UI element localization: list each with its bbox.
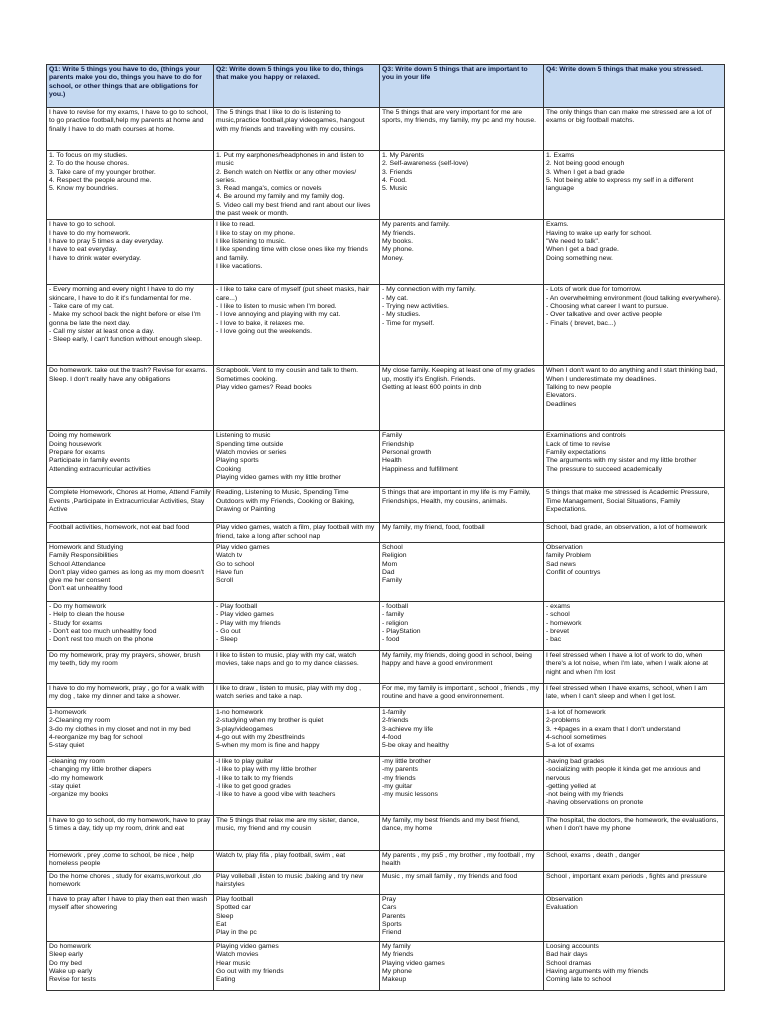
header-q1: Q1: Write 5 things you have to do, (things your parents make you do, things you have to do for school, or other things that are obligations for you.) xyxy=(47,65,214,108)
answer-cell-q4: School, exams , death , danger xyxy=(544,850,725,871)
answer-cell-q3: Pray Cars Parents Sports Friend xyxy=(380,894,544,941)
table-row xyxy=(47,366,725,431)
answer-cell-q2: 1-no homework 2-studying when my brother is quiet 3-play/videogames 4-go out with my 2bestfreinds 5-when my mom is fine and happy xyxy=(214,707,380,756)
answer-cell-q2: Listening to music Spending time outside Watch movies or series Playing sports Cooking Playing video games with my little brother xyxy=(214,431,380,488)
answer-cell-q4: School , important exam periods , fights and pressure xyxy=(544,871,725,894)
answer-cell-q2: - I like to take care of myself (put sheet masks, hair care...) - I like to listen to music when I'm bored. - I love annoying and playing with my cat. - I love to bake, it relaxes me. - I love going out the weekends. xyxy=(214,285,380,366)
table-row xyxy=(47,285,725,366)
answer-cell-q4: - Lots of work due for tomorrow. - An overwhelming environment (loud talking everywhere). - Choosing what career I want to pursue. - Over talkative and over active people - Finals ( brevet, bac...) xyxy=(544,285,725,366)
answer-cell-q1: I have to go to school, do my homework, have to pray 5 times a day, tidy up my room, drink and eat xyxy=(47,815,214,850)
answer-cell-q2: Play video games Watch tv Go to school Have fun Scroll xyxy=(214,542,380,601)
table-row xyxy=(47,650,725,683)
answer-cell-q3: School Religion Mom Dad Family xyxy=(380,542,544,601)
answer-cell-q1: I have to revise for my exams, I have to go to school, to go practice football,help my parents at home and finally I have to do math courses at home. xyxy=(47,108,214,151)
answer-cell-q4: Examinations and controls Lack of time to revise Family expectations The arguments with my sister and my little brother The pressure to succeed academically xyxy=(544,431,725,488)
answer-cell-q2: I like to listen to music, play with my cat, watch movies, take naps and go to my dance classes. xyxy=(214,650,380,683)
answer-cell-q2: Scrapbook. Vent to my cousin and talk to them. Sometimes cooking. Play video games? Read books xyxy=(214,366,380,431)
answer-cell-q4: The only things than can make me stressed are a lot of exams or big football matchs. xyxy=(544,108,725,151)
table-row xyxy=(47,108,725,151)
answer-cell-q1: Complete Homework, Chores at Home, Attend Family Events ,Participate in Extracurricular Activities, Stay Active xyxy=(47,488,214,523)
table-row xyxy=(47,894,725,941)
answer-cell-q1: -cleaning my room -changing my little brother diapers -do my homework -stay quiet -organize my books xyxy=(47,756,214,815)
header-q4: Q4: Write down 5 things that make you stressed. xyxy=(544,65,725,108)
answer-cell-q1: 1-homework 2-Cleaning my room 3-do my clothes in my closet and not in my bed 4-reorganize my bag for school 5-stay quiet xyxy=(47,707,214,756)
header-row xyxy=(47,65,725,108)
answer-cell-q2: - Play football - Play video games - Play with my friends - Go out - Sleep xyxy=(214,601,380,650)
table-row xyxy=(47,941,725,990)
answer-cell-q3: 5 things that are important in my life is my Family, Friendships, Health, my cousins, animals. xyxy=(380,488,544,523)
answer-cell-q4: The hospital, the doctors, the homework, the evaluations, when I don't have my phone xyxy=(544,815,725,850)
answer-cell-q1: I have to do my homework, pray , go for a walk with my dog , take my dinner and take a shower. xyxy=(47,683,214,707)
answer-cell-q2: -I like to play guitar -I like to play with my little brother -I like to talk to my friends -I like to get good grades -I like to have a good vibe with teachers xyxy=(214,756,380,815)
answer-cell-q2: I like to read. I like to stay on my phone. I like listening to music. I like spending time with close ones like my friends and family. I like vacations. xyxy=(214,220,380,285)
answer-cell-q3: My family, my best friends and my best friend, dance, my home xyxy=(380,815,544,850)
answer-cell-q4: 5 things that make me stressed is Academic Pressure, Time Management, Social Situations, Family Expectations. xyxy=(544,488,725,523)
table-row xyxy=(47,431,725,488)
answer-cell-q1: Do the home chores , study for exams,workout ,do homework xyxy=(47,871,214,894)
header-q2: Q2: Write down 5 things you like to do, things that make you happy or relaxed. xyxy=(214,65,380,108)
table-row xyxy=(47,850,725,871)
table-row xyxy=(47,151,725,220)
table-row xyxy=(47,601,725,650)
answer-cell-q3: - football - family - religion - PlayStation - food xyxy=(380,601,544,650)
header-q3: Q3: Write down 5 things that are important to you in your life xyxy=(380,65,544,108)
table-row xyxy=(47,523,725,543)
answer-cell-q1: Doing my homework Doing housework Prepare for exams Participate in family events Attending extracurricular activities xyxy=(47,431,214,488)
table-row xyxy=(47,542,725,601)
table-row xyxy=(47,220,725,285)
answer-cell-q4: I feel stressed when I have exams, school, when I am late, when I can't sleep and when I get lost. xyxy=(544,683,725,707)
answer-cell-q1: Do homework Sleep early Do my bed Wake up early Revise for tests xyxy=(47,941,214,990)
answer-cell-q4: -having bad grades -socializing with people it kinda get me anxious and nervous -getting yelled at -not being with my friends -having observations on pronote xyxy=(544,756,725,815)
answer-cell-q4: 1. Exams 2. Not being good enough 3. When I get a bad grade 5. Not being able to express my self in a different language xyxy=(544,151,725,220)
answer-cell-q1: I have to pray after I have to play then eat then wash myself after showering xyxy=(47,894,214,941)
answer-cell-q1: Homework and Studying Family Responsibilities School Attendance Don't play video games as long as my mom doesn't give me her consent Don't eat unhealthy food xyxy=(47,542,214,601)
answer-cell-q3: My close family. Keeping at least one of my grades up, mostly it's English. Friends. Getting at least 600 points in dnb xyxy=(380,366,544,431)
answer-cell-q3: My parents and family. My friends. My books. My phone. Money. xyxy=(380,220,544,285)
answer-cell-q1: 1. To focus on my studies. 2. To do the house chores. 3. Take care of my younger brother. 4. Respect the people around me. 5. Know my boundries. xyxy=(47,151,214,220)
answer-cell-q4: Loosing accounts Bad hair days School dramas Having arguments with my friends Coming late to school xyxy=(544,941,725,990)
answer-cell-q1: Do my homework, pray my prayers, shower, brush my teeth, tidy my room xyxy=(47,650,214,683)
answer-cell-q1: - Do my homework - Help to clean the house - Study for exams - Don't eat too much unhealthy food - Don't rest too much on the phone xyxy=(47,601,214,650)
answer-cell-q3: My family, my friend, food, football xyxy=(380,523,544,543)
answer-cell-q3: Music , my small family , my friends and food xyxy=(380,871,544,894)
answer-cell-q1: I have to go to school. I have to do my homework. I have to pray 5 times a day everyday. I have to eat everyday. I have to drink water everyday. xyxy=(47,220,214,285)
answer-cell-q3: My family, my friends, doing good in school, being happy and have a good environment xyxy=(380,650,544,683)
answer-cell-q3: Family Friendship Personal growth Health Happiness and fulfillment xyxy=(380,431,544,488)
answer-cell-q3: The 5 things that are very important for me are sports, my friends, my family, my pc and my house. xyxy=(380,108,544,151)
answer-cell-q2: Watch tv, play fifa , play football, swim , eat xyxy=(214,850,380,871)
table-row xyxy=(47,815,725,850)
answer-cell-q4: When I don't want to do anything and I start thinking bad, When I underestimate my deadlines. Talking to new people Elevators. Deadlines xyxy=(544,366,725,431)
answer-cell-q4: School, bad grade, an observation, a lot of homework xyxy=(544,523,725,543)
answer-cell-q1: Football activities, homework, not eat bad food xyxy=(47,523,214,543)
answer-cell-q4: 1-a lot of homework 2-problems 3. +4pages in a exam that I don't understand 4-school sometimes 5-a lot of exams xyxy=(544,707,725,756)
answer-cell-q3: - My connection with my family. - My cat. - Trying new activities. - My studies. - Time for myself. xyxy=(380,285,544,366)
answer-cell-q2: Play video games, watch a film, play football with my friend, take a long after school nap xyxy=(214,523,380,543)
answer-cell-q4: I feel stressed when I have a lot of work to do, when there's a lot noise, when I'm late, when I walk alone at night and when I'm lost xyxy=(544,650,725,683)
answer-cell-q2: Play football Spotted car Sleep Eat Play in the pc xyxy=(214,894,380,941)
answer-cell-q4: Observation family Problem Sad news Conflit of countrys xyxy=(544,542,725,601)
table-row xyxy=(47,683,725,707)
answer-cell-q2: Playing video games Watch movies Hear music Go out with my friends Eating xyxy=(214,941,380,990)
answer-cell-q2: Reading, Listening to Music, Spending Time Outdoors with my Friends, Cooking or Baking, Drawing or Painting xyxy=(214,488,380,523)
answer-cell-q2: I like to draw , listen to music, play with my dog , watch series and take a nap. xyxy=(214,683,380,707)
table-row xyxy=(47,707,725,756)
answer-cell-q4: Exams. Having to wake up early for school. "We need to talk". When I get a bad grade. Doing something new. xyxy=(544,220,725,285)
answer-cell-q3: My parents , my ps5 , my brother , my football , my health xyxy=(380,850,544,871)
table-row xyxy=(47,871,725,894)
answer-cell-q2: 1. Put my earphones/headphones in and listen to music 2. Bench watch on Netflix or any other movies/ series. 3. Read manga's, comics or novels 4. Be around my family and my family dog. 5. Video call my best friend and rant about our lives the past week or month. xyxy=(214,151,380,220)
answer-cell-q3: For me, my family is important , school , friends , my routine and have a good environnement. xyxy=(380,683,544,707)
answer-cell-q3: My family My friends Playing video games My phone Makeup xyxy=(380,941,544,990)
answer-cell-q1: Homework , prey ,come to school, be nice , help homeless people xyxy=(47,850,214,871)
answer-cell-q2: The 5 things that I like to do is listening to music,practice football,play videogames, hangout with my friends and travelling with my cousins. xyxy=(214,108,380,151)
answer-cell-q1: - Every morning and every night I have to do my skincare, I have to do it it's fundamental for me. - Take care of my cat. - Make my school back the night before or else I'm gonna be late the next day. - Call my sister at least once a day. - Sleep early, I can't function without enough sleep. xyxy=(47,285,214,366)
survey-table xyxy=(46,64,725,991)
answer-cell-q1: Do homework. take out the trash? Revise for exams. Sleep. I don't really have any obligations xyxy=(47,366,214,431)
answer-cell-q3: -my little brother -my parents -my friends -my guitar -my music lessons xyxy=(380,756,544,815)
answer-cell-q3: 1-family 2-friends 3-achieve my life 4-food 5-be okay and healthy xyxy=(380,707,544,756)
answer-cell-q2: Play volleball ,listen to music ,baking and try new hairstyles xyxy=(214,871,380,894)
table-row xyxy=(47,488,725,523)
answer-cell-q2: The 5 things that relax me are my sister, dance, music, my friend and my cousin xyxy=(214,815,380,850)
answer-cell-q4: - exams - school - homework - brevet - bac xyxy=(544,601,725,650)
table-row xyxy=(47,756,725,815)
answer-cell-q4: Observation Evaluation xyxy=(544,894,725,941)
answer-cell-q3: 1. My Parents 2. Self-awareness (self-love) 3. Friends 4. Food. 5. Music xyxy=(380,151,544,220)
